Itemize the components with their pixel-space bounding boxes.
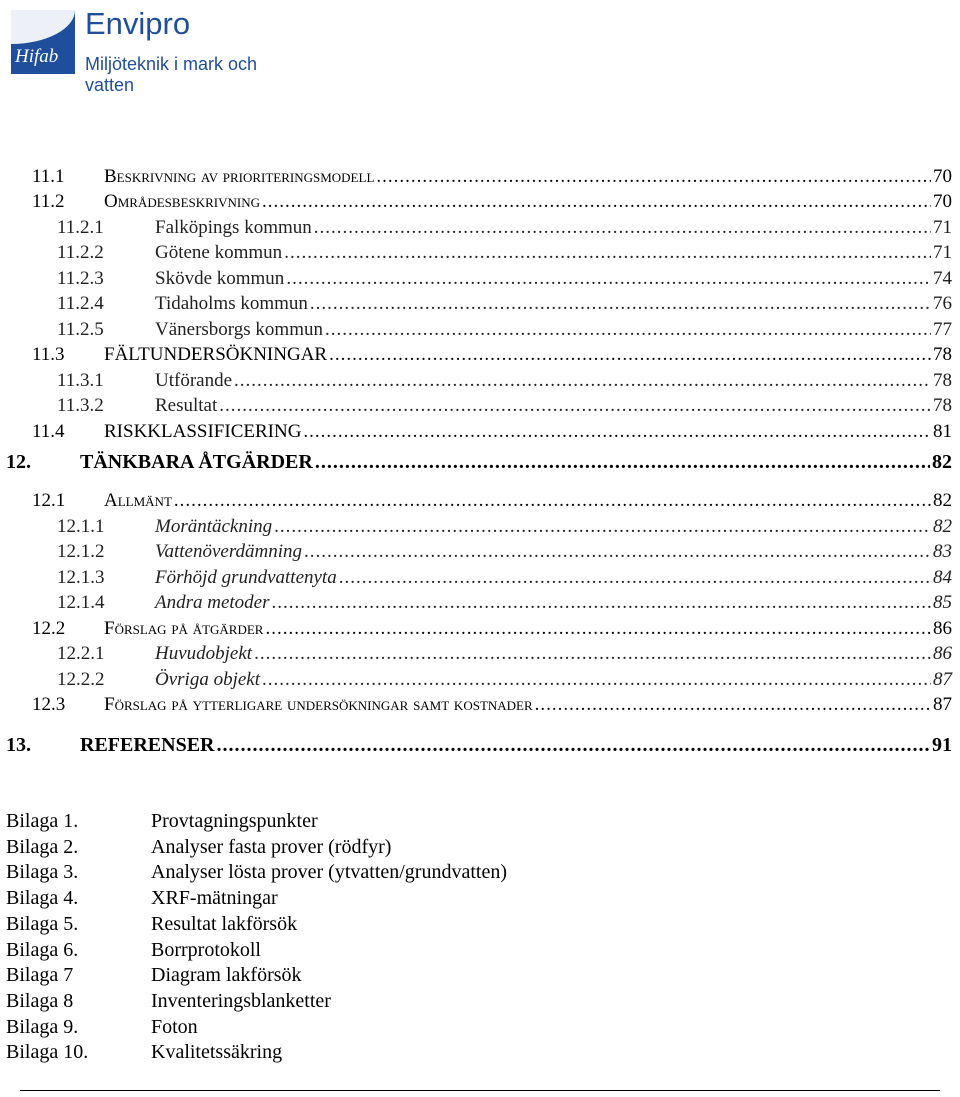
- toc-entry-page: 71: [933, 242, 952, 263]
- toc-entry[interactable]: [32, 166, 952, 188]
- toc-entry[interactable]: [32, 618, 952, 640]
- toc-dot-leader: [376, 166, 931, 188]
- toc-entry[interactable]: [57, 567, 952, 589]
- toc-entry-number: 11.2: [32, 191, 65, 212]
- toc-entry-page: 81: [933, 421, 952, 442]
- toc-entry-number: 11.2.3: [57, 268, 104, 289]
- toc-entry[interactable]: [57, 669, 952, 691]
- toc-dot-leader: [315, 451, 930, 474]
- toc-dot-leader: [262, 191, 931, 213]
- toc-entry-title: Resultat: [155, 395, 218, 416]
- toc-entry-title: Falköpings kommun: [155, 217, 312, 238]
- toc-entry-page: 70: [933, 191, 952, 212]
- appendix-title: XRF-mätningar: [151, 887, 278, 910]
- toc-entry-title: TÄNKBARA ÅTGÄRDER: [80, 451, 313, 473]
- toc-entry-number: 12.1.4: [57, 592, 105, 613]
- toc-entry-page: 77: [933, 319, 952, 340]
- appendix-label: Bilaga 10.: [6, 1041, 89, 1064]
- toc-entry[interactable]: [6, 734, 952, 757]
- toc-entry-title: Vattenöverdämning: [155, 541, 303, 562]
- toc-entry-number: 11.3.1: [57, 370, 104, 391]
- appendix-title: Borrprotokoll: [151, 938, 261, 961]
- toc-entry-number: 11.4: [32, 421, 65, 442]
- toc-entry-number: 13.: [6, 734, 31, 756]
- toc-dot-leader: [274, 516, 931, 538]
- toc-entry-number: 11.2.1: [57, 217, 104, 238]
- toc-entry-title: Utförande: [155, 370, 233, 391]
- toc-entry-page: 82: [933, 490, 952, 511]
- appendix-label: Bilaga 2.: [6, 835, 79, 858]
- toc-entry-page: 86: [933, 643, 952, 664]
- brand-tagline: Miljöteknik i mark och vatten: [85, 54, 258, 95]
- toc-entry-number: 12.3: [32, 694, 66, 715]
- toc-entry-number: 11.2.5: [57, 319, 104, 340]
- toc-entry[interactable]: [57, 268, 952, 290]
- toc-entry-number: 12.1.3: [57, 567, 105, 588]
- toc-dot-leader: [284, 242, 931, 264]
- hifab-logo-icon: [11, 10, 75, 74]
- appendix-label: Bilaga 7: [6, 964, 74, 987]
- toc-entry-number: 12.2: [32, 618, 66, 639]
- appendix-label: Bilaga 6.: [6, 938, 79, 961]
- appendix-item[interactable]: [6, 1041, 282, 1064]
- toc-entry-page: 74: [933, 268, 952, 289]
- appendix-label: Bilaga 3.: [6, 861, 79, 884]
- toc-dot-leader: [329, 344, 931, 366]
- appendix-label: Bilaga 5.: [6, 912, 79, 935]
- toc-entry-title: Övriga objekt: [155, 669, 261, 690]
- toc-dot-leader: [310, 293, 931, 315]
- toc-entry-page: 87: [933, 694, 952, 715]
- appendix-title: Analyser fasta prover (rödfyr): [151, 835, 392, 858]
- toc-entry-page: 78: [933, 395, 952, 416]
- toc-entry-number: 11.3: [32, 344, 65, 365]
- appendix-item[interactable]: [6, 810, 318, 833]
- toc-entry[interactable]: [57, 319, 952, 341]
- toc-entry-title: FÄLTUNDERSÖKNINGAR: [104, 344, 328, 365]
- appendix-item[interactable]: [6, 990, 331, 1013]
- toc-entry-title: Förhöjd grundvattenyta: [155, 567, 337, 588]
- company-logo: [11, 6, 311, 95]
- toc-entry-page: 82: [933, 516, 952, 537]
- toc-entry[interactable]: [57, 516, 952, 538]
- footer-divider: [20, 1090, 940, 1091]
- toc-dot-leader: [262, 669, 931, 691]
- toc-entry[interactable]: [57, 541, 952, 563]
- toc-entry[interactable]: [57, 242, 952, 264]
- toc-dot-leader: [535, 694, 931, 716]
- logo-mark-text: Hifab: [15, 46, 59, 67]
- toc-entry-title: Förslag på ytterligare undersökningar samt kostnader: [104, 694, 533, 715]
- appendix-label: Bilaga 8: [6, 989, 74, 1012]
- toc-entry-title: REFERENSER: [80, 734, 215, 756]
- toc-entry-page: 78: [933, 344, 952, 365]
- toc-entry-title: Områdesbeskrivning: [104, 191, 261, 212]
- toc-entry[interactable]: [32, 694, 952, 716]
- toc-entry[interactable]: [57, 395, 952, 417]
- toc-entry[interactable]: [57, 643, 952, 665]
- toc-entry-title: Förslag på åtgärder: [104, 618, 264, 639]
- appendix-item[interactable]: [6, 861, 507, 884]
- toc-entry-title: Andra metoder: [155, 592, 270, 613]
- toc-dot-leader: [314, 217, 931, 239]
- toc-entry-page: 83: [933, 541, 952, 562]
- toc-dot-leader: [286, 268, 931, 290]
- toc-entry-page: 84: [933, 567, 952, 588]
- appendix-label: Bilaga 9.: [6, 1015, 79, 1038]
- toc-entry-number: 12.1.1: [57, 516, 105, 537]
- toc-entry[interactable]: [32, 490, 952, 512]
- toc-entry-page: 87: [933, 669, 952, 690]
- toc-entry[interactable]: [6, 451, 952, 474]
- appendix-title: Kvalitetssäkring: [151, 1041, 283, 1064]
- appendix-title: Provtagningspunkter: [151, 810, 318, 832]
- toc-entry-title: Tidaholms kommun: [155, 293, 308, 314]
- appendix-title: Diagram lakförsök: [151, 964, 302, 987]
- toc-entry-title: Beskrivning av prioriteringsmodell: [104, 166, 375, 187]
- toc-entry-number: 12.2.1: [57, 643, 105, 664]
- appendix-label: Bilaga 4.: [6, 887, 79, 910]
- toc-entry-page: 71: [933, 217, 952, 238]
- toc-entry[interactable]: [57, 592, 952, 614]
- toc-entry-title: Huvudobjekt: [155, 643, 253, 664]
- toc-entry-number: 11.2.4: [57, 293, 104, 314]
- toc-entry-number: 11.1: [32, 166, 65, 187]
- appendix-item[interactable]: [6, 939, 261, 962]
- appendix-title: Inventeringsblanketter: [151, 989, 331, 1012]
- toc-entry[interactable]: [32, 421, 952, 443]
- brand-name: Envipro: [85, 6, 191, 41]
- toc-entry-number: 12.: [6, 451, 31, 473]
- appendix-title: Analyser lösta prover (ytvatten/grundvatten): [151, 861, 507, 884]
- toc-entry[interactable]: [57, 217, 952, 239]
- toc-entry-title: Moräntäckning: [155, 516, 273, 537]
- appendix-item[interactable]: [6, 1016, 198, 1039]
- toc-dot-leader: [254, 643, 931, 665]
- toc-entry-page: 70: [933, 166, 952, 187]
- toc-entry-number: 11.3.2: [57, 395, 104, 416]
- toc-entry-title: RISKKLASSIFICERING: [104, 421, 302, 442]
- appendix-item[interactable]: [6, 887, 278, 910]
- appendix-title: Resultat lakförsök: [151, 912, 298, 935]
- appendix-item[interactable]: [6, 964, 302, 987]
- toc-entry-page: 86: [933, 618, 952, 639]
- toc-entry-title: Skövde kommun: [155, 268, 285, 289]
- toc-dot-leader: [265, 618, 931, 640]
- toc-dot-leader: [174, 490, 931, 512]
- toc-dot-leader: [219, 395, 931, 417]
- toc-entry-number: 11.2.2: [57, 242, 104, 263]
- toc-dot-leader: [234, 370, 931, 392]
- toc-entry-number: 12.1.2: [57, 541, 105, 562]
- appendix-item[interactable]: [6, 913, 297, 936]
- toc-dot-leader: [304, 541, 931, 563]
- toc-entry-page: 76: [933, 293, 952, 314]
- toc-entry[interactable]: [57, 293, 952, 315]
- toc-dot-leader: [272, 592, 931, 614]
- toc-entry-title: Götene kommun: [155, 242, 283, 263]
- toc-dot-leader: [303, 421, 931, 443]
- toc-entry-number: 12.1: [32, 490, 66, 511]
- toc-entry[interactable]: [32, 344, 952, 366]
- toc-entry-page: 82: [932, 451, 952, 473]
- toc-entry[interactable]: [32, 191, 952, 213]
- toc-entry-title: Vänersborgs kommun: [155, 319, 323, 340]
- toc-entry-page: 91: [932, 734, 952, 756]
- toc-dot-leader: [325, 319, 931, 341]
- toc-entry-page: 85: [933, 592, 952, 613]
- toc-entry[interactable]: [57, 370, 952, 392]
- toc-entry-page: 78: [933, 370, 952, 391]
- appendix-label: Bilaga 1.: [6, 810, 79, 832]
- toc-dot-leader: [339, 567, 931, 589]
- toc-entry-title: Allmänt: [104, 490, 172, 511]
- appendix-title: Foton: [151, 1015, 198, 1038]
- toc-entry-number: 12.2.2: [57, 669, 105, 690]
- toc-dot-leader: [216, 734, 930, 757]
- appendix-item[interactable]: [6, 836, 391, 859]
